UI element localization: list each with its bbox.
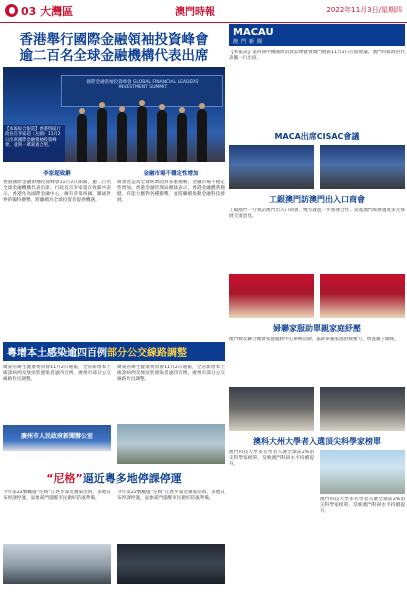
cisac-meeting-photo: [229, 145, 314, 189]
article-body: 與會者認為全球經濟面對多重挑戰，金融市場不穩定性增加。香港金融管理局總裁表示，香港金融體系穩健，有能力應對各種衝擊，並將繼續推動金融科技發展。: [117, 180, 225, 203]
icbc-visit-photo: [229, 274, 314, 318]
typhoon-article: [3, 490, 225, 540]
left-column: [3, 24, 225, 584]
subhead-market: 金融市場不穩定性增加: [143, 171, 199, 177]
masthead: 澳門時報: [175, 7, 215, 18]
guangdong-photos: [3, 421, 225, 464]
article-body: 廣東省衛生健康委員會11月2日通報，全省新增本土確診病例及無症狀感染者逾四百例，廣州市部分公交線路作出調整。: [117, 365, 225, 382]
stage-title: 國際金融領袖投資峰會 GLOBAL FINANCIAL LEADERS' INVESTMENT SUMMIT: [86, 80, 200, 90]
page-header: [0, 0, 407, 23]
photo-caption: 【本報綜合報道】香港特區行政長官李家超（左圖）11月2日出席國際金融領袖投資峰會，並與一眾嘉賓合照。: [3, 125, 65, 162]
headline-guangdong: 粵增本土感染逾四百例部分公交線路調整: [3, 342, 225, 361]
cisac-group-photo: [320, 145, 405, 189]
harbor-photo: [3, 544, 111, 584]
summit-article: [3, 166, 225, 336]
subhead-li: 李家超致辭: [43, 171, 71, 177]
headline-cisac: MACA出席CISAC會議: [274, 132, 360, 141]
headline-typhoon: “尼格”逼近粵多地停課停運: [46, 472, 182, 485]
women-union-photos: [229, 387, 405, 431]
storm-night-photo: [117, 544, 225, 584]
icbc-meeting-photo: [320, 274, 405, 318]
newspaper-logo-icon: [5, 4, 18, 17]
cisac-photos: [229, 145, 405, 189]
headline-icbc: 工銀澳門訪澳門出入口商會: [269, 195, 365, 204]
person-figure: [117, 112, 127, 162]
article-body: 【本報訊】第四屆中國國際消費品博覽會澳門展區11月2日召開會議，澳門特區政府代表團一行出席。: [229, 50, 405, 61]
person-figure: [177, 113, 187, 162]
person-figure: [197, 109, 207, 162]
person-figure: [157, 110, 167, 162]
headline-summit: 香港舉行國際金融領袖投資峰會 逾二百名全球金融機構代表出席: [19, 32, 209, 64]
section-header-macau: MACAU 澳門新聞: [229, 24, 405, 46]
article-body: 澳門科技大學多名學者入選全球前2%頂尖科學家榜單，反映澳門科研水平持續提升。: [320, 497, 405, 514]
photo-banner-text: 廣州市人民政府新聞辦公室: [21, 433, 94, 440]
article-body: 廣東省衛生健康委員會11月2日通報，全省新增本土確診病例及無症狀感染者逾四百例，廣州市部分公交線路作出調整。: [3, 365, 111, 382]
must-article: [229, 450, 405, 546]
article-body: 工銀澳門一行到訪澳門出入口商會，雙方就進一步加強合作、促進澳門經濟適度多元發展交流意見。: [229, 208, 405, 219]
issue-date: 2022年11月3日/星期四: [326, 6, 402, 14]
article-body: 香港國際金融領袖投資峰會11月2日開幕，逾二百名全球金融機構代表出席。行政長官李家超在致辭中表示，香港作為國際金融中心，擁有背靠祖國、聯通世界的獨特優勢，將繼續為全球投資者提供機遇。: [3, 180, 111, 203]
person-figure: [77, 114, 87, 162]
article-body: 今年第22號颱風“尼格”正逐步靠近廣東沿海，多地宣布停課停運，氣象部門提醒市民做好防風準備。: [3, 490, 111, 501]
family-activity-photo: [229, 387, 314, 431]
icbc-photos: [229, 274, 405, 318]
headline-must: 澳科大州大學者入選頂尖科學家榜單: [253, 437, 381, 446]
right-column: [229, 24, 405, 546]
article-body: 今年第22號颱風“尼格”正逐步靠近廣東沿海，多地宣布停課停運，氣象部門提醒市民做好防風準備。: [117, 490, 225, 501]
city-photo: [117, 424, 225, 464]
group-activity-photo: [320, 387, 405, 431]
guangdong-article: [3, 365, 225, 417]
article-body: 澳門婦女聯合總會家庭服務中心舉辦活動，協助單親家庭舒緩壓力，增進親子關係。: [229, 337, 399, 342]
person-figure: [97, 108, 107, 162]
press-conference-photo: [3, 425, 111, 451]
person-figure: [137, 106, 147, 162]
page-number: 03 大灣區: [21, 5, 74, 18]
typhoon-photos: [3, 544, 225, 584]
article-body: 澳門科技大學多名學者入選全球前2%頂尖科學家榜單，反映澳門科研水平持續提升。: [229, 450, 314, 467]
headline-women-union: 婦聯家服助單親家庭紓壓: [273, 324, 361, 333]
campus-photo: [320, 450, 405, 494]
summit-photo: [3, 67, 225, 162]
